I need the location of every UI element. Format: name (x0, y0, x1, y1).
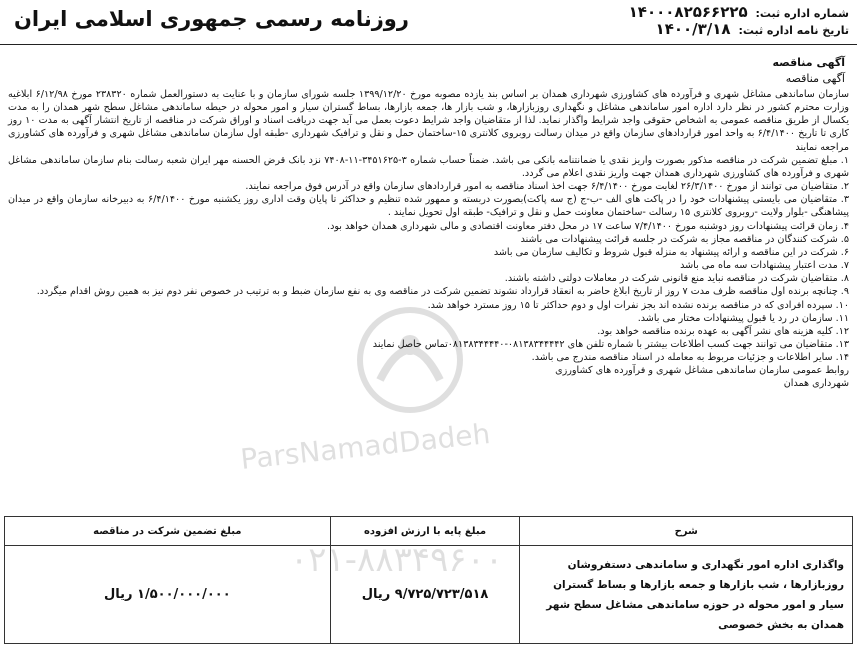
newspaper-header (0, 0, 857, 45)
notice-item: ۱۴. سایر اطلاعات و جزئیات مربوط به معامله در اسناد مناقصه مندرج می باشد. (531, 352, 849, 364)
notice-heading: آگهی مناقصه (772, 56, 845, 69)
registration-number-value: ۱۴۰۰۰۸۲۵۶۶۲۲۵ (628, 3, 748, 21)
registration-date-row (629, 21, 849, 38)
signature-line-1: روابط عمومی سازمان ساماندهی مشاغل شهری و فرآورده های کشاورزی (555, 365, 849, 377)
notice-item: ۵. شرکت کنندگان در مناقصه مجاز به شرکت در جلسه قرائت پیشنهادات می باشند (520, 233, 849, 245)
table-header-description: شرح (520, 517, 853, 546)
registration-number-label: شماره اداره ثبت: (755, 7, 849, 20)
notice-item: ۳. متقاضیان می بایستی پیشنهادات خود را در پاکت های الف -ب-ج (ج سه پاکت)بصورت دربسته و ممهور شده تنظیم و حداکثر تا پایان وقت اداری روز یکشنبه مورخ ۶/۴/۱۴۰۰ به دبیرخانه سازمان واقع در میدان پیشاهنگی -بلوار ولایت -روبروی کلانتری ۱۵ رسالت -ساختمان معاونت حمل و نقل و ترافیک- طبقه اول تحویل نمایند . (8, 194, 849, 219)
registration-date-value: ۱۴۰۰/۳/۱۸ (655, 20, 731, 38)
notice-subheading: آگهی مناقصه (785, 72, 845, 85)
notice-item: ۶. شرکت در این مناقصه و ارائه پیشنهاد به منزله قبول شروط و تکالیف سازمان می باشد (493, 246, 849, 258)
notice-item: ۹. چنانچه برنده اول مناقصه ظرف مدت ۷ روز از تاریخ ابلاغ حاضر به انعقاد قرارداد نشوند تضمین شرکت در مناقصه وی به نفع سازمان ضبط و به ترتیب در خصوص نفر دوم نیز به همین روش اقدام میگردد. (36, 286, 849, 298)
notice-item: ۲. متقاضیان می توانند از مورخ ۲۶/۳/۱۴۰۰ لغایت مورخ ۶/۴/۱۴۰۰ جهت اخذ اسناد مناقصه به امور قراردادهای سازمان واقع در آدرس فوق مراجعه نمایند. (245, 181, 849, 193)
notice-item: ۴. زمان قرائت پیشنهادات روز دوشنبه مورخ ۷/۴/۱۴۰۰ ساعت ۱۷ در محل دفتر معاونت اقتصادی و مالی شهرداری همدان خواهد بود. (327, 220, 849, 232)
table-cell-guarantee-amount: ۱/۵۰۰/۰۰۰/۰۰۰ ریال (5, 546, 331, 644)
registration-number-row (629, 4, 849, 21)
notice-item: ۱۱. سازمان در رد یا قبول پیشنهادات مختار می باشد. (637, 312, 849, 324)
watermark-text: ParsNamadDadeh (238, 416, 492, 477)
registration-meta (629, 4, 849, 38)
notice-intro: سازمان ساماندهی مشاغل شهری و فرآورده های کشاورزی شهرداری همدان بر اساس بند یازده مصوبه مورخ ۱۳۹۹/۱۲/۲۰ جلسه شورای سازمان و با عنایت به دستورالعمل شماره ۲۳۸۳۲۰ مورخ ۶/۱۲/۹۸ ابلاغیه وزارت محترم کشور در نظر دارد اداره امور ساماندهی مشاغل و نگهداری روزبازارها، و شب بازار ها، جمعه بازارها، بساط گستران سیار و امور محوله در حیطه ساماندهی مشاغل سطح شهر همدان را به مدت یکسال از طریق مناقصه عمومی به اشخاص حقوقی واجد شرایط واگذار نماید. لذا از متقاضیان واجد شرایط دعوت بعمل می آید جهت دریافت اسناد و اوراق شرکت در مناقصه از تاریخ انتشار آگهی به مدت ۱۰ روز کاری تا تاریخ ۶/۴/۱۴۰۰ به واحد امور قراردادهای سازمان واقع در میدان رسالت روبروی کلانتری ۱۵-ساختمان حمل و نقل و ترافیک شهرداری -طبقه اول سازمان ساماندهی مشاغل شهری و فرآورده های کشاورزی مراجعه نمایند (8, 89, 850, 153)
tender-table (4, 516, 853, 644)
notice-item: ۷. مدت اعتبار پیشنهادات سه ماه می باشد (680, 260, 849, 272)
signature-line-2: شهرداری همدان (783, 378, 849, 390)
table-header-row (5, 517, 853, 546)
watermark-phone: ۰۲۱-۸۸۳۴۹۶۰۰ (290, 540, 504, 580)
table-header-guarantee-amount: مبلغ تضمین شرکت در مناقصه (5, 517, 331, 546)
table-cell-base-amount: ۹/۷۲۵/۷۲۳/۵۱۸ ریال (330, 546, 520, 644)
notice-item: ۱۲. کلیه هزینه های نشر آگهی به عهده برنده مناقصه خواهد بود. (597, 325, 849, 337)
notice-item: ۱. مبلغ تضمین شرکت در مناقصه مذکور بصورت واریز نقدی یا ضمانتنامه بانکی می باشد. ضمناً حساب شماره ۳-۳۴۵۱۶۲۵-۱۱-۷۴۰۸ نزد بانک قرض الحسنه مهر ایران شعبه رسالت بنام سازمان ساماندهی مشاغل شهری و فرآورده های کشاورزی شهرداری همدان جهت واریز نقدی اعلام می گردد. (8, 154, 849, 179)
newspaper-title: روزنامه رسمی جمهوری اسلامی ایران (14, 7, 409, 31)
notice-item: ۸. متقاضیان شرکت در مناقصه نباید منع قانونی شرکت در معاملات دولتی داشته باشند. (504, 273, 849, 285)
table-row (5, 546, 853, 644)
registration-date-label: تاریخ نامه اداره ثبت: (738, 24, 849, 37)
notice-item: ۱۳. متقاضیان می توانند جهت کسب اطلاعات بیشتر با شماره تلفن های ۰۸۱۳۸۳۴۴۴۴۲-۰۸۱۳۸۳۴۴۴۴۰تماس حاصل نمایند (372, 338, 849, 350)
table-cell-description: واگذاری اداره امور نگهداری و ساماندهی دستفروشان روزبازارها ، شب بازارها و جمعه بازارها و بساط گستران سیار و امور محوله در حوزه ساماندهی مشاغل سطح شهر همدان به بخش خصوصی (520, 546, 853, 644)
notice-item: ۱۰. سپرده افرادی که در مناقصه برنده نشده اند بجز نفرات اول و دوم حداکثر تا ۱۵ روز مسترد خواهد شد. (427, 299, 849, 311)
notice-body (8, 88, 849, 391)
table-header-base-amount: مبلغ پایه با ارزش افزوده (330, 517, 520, 546)
